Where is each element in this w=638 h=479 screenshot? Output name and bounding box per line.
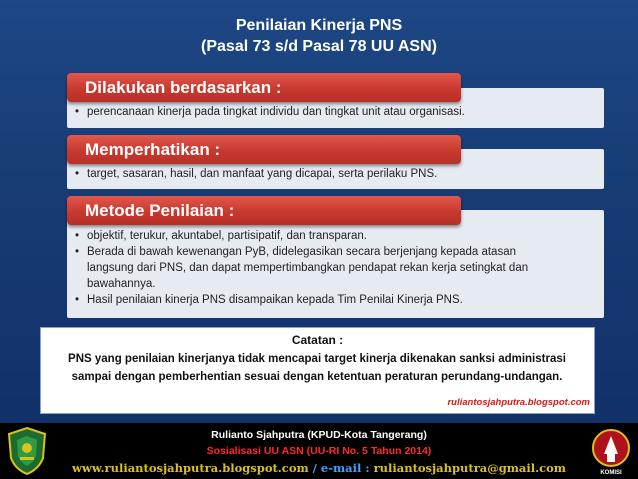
footer-event: Sosialisasi UU ASN (UU-RI No. 5 Tahun 2014) <box>206 445 432 457</box>
footer-author: Rulianto Sjahputra (KPUD-Kota Tangerang) <box>211 429 427 441</box>
catatan-box <box>40 327 595 414</box>
footer-bar <box>0 423 638 479</box>
contact-separator: / e-mail : <box>312 461 370 475</box>
bullet-item: • objektif, terukur, akuntabel, partisipatif, dan transparan. <box>67 228 549 244</box>
section-box-metode <box>67 210 604 318</box>
source-link[interactable]: ruliantosjahputra.blogspot.com <box>447 397 590 408</box>
bullet-item: • perencanaan kinerja pada tingkat individu dan tingkat unit atau organisasi. <box>67 104 594 120</box>
logo-right-text: KOMISI <box>600 470 622 476</box>
section-header-dilakukan: Dilakukan berdasarkan : <box>67 73 461 102</box>
slide-subtitle: (Pasal 73 s/d Pasal 78 UU ASN) <box>201 38 437 55</box>
catatan-line-2: sampai dengan pemberhentian sesuai dengan ketentuan peraturan perundang-undangan. <box>71 371 563 383</box>
bullet-item: • Berada di bawah kewenangan PyB, didelegasikan secara berjenjang kepada atasan langsung dari PNS, dan dapat mempertimbangkan pendapat rekan kerja setingkat dan bawahannya. <box>67 244 549 292</box>
kpu-logo-icon <box>590 426 632 476</box>
slide-title: Penilaian Kinerja PNS <box>235 17 403 34</box>
section-header-metode: Metode Penilaian : <box>67 196 461 225</box>
catatan-title: Catatan : <box>291 333 344 347</box>
website-link[interactable]: www.ruliantosjahputra.blogspot.com <box>72 461 309 475</box>
footer-contact <box>0 461 638 475</box>
bullet-item: • target, sasaran, hasil, dan manfaat yang dicapai, serta perilaku PNS. <box>67 166 594 182</box>
email-link[interactable]: ruliantosjahputra@gmail.com <box>373 461 566 475</box>
bullet-item: • Hasil penilaian kinerja PNS disampaikan kepada Tim Penilai Kinerja PNS. <box>67 292 549 308</box>
catatan-line-1: PNS yang penilaian kinerjanya tidak mencapai target kinerja dikenakan sanksi administrasi <box>68 353 566 365</box>
section-header-memperhatikan: Memperhatikan : <box>67 135 461 164</box>
catatan-text <box>9 350 625 386</box>
